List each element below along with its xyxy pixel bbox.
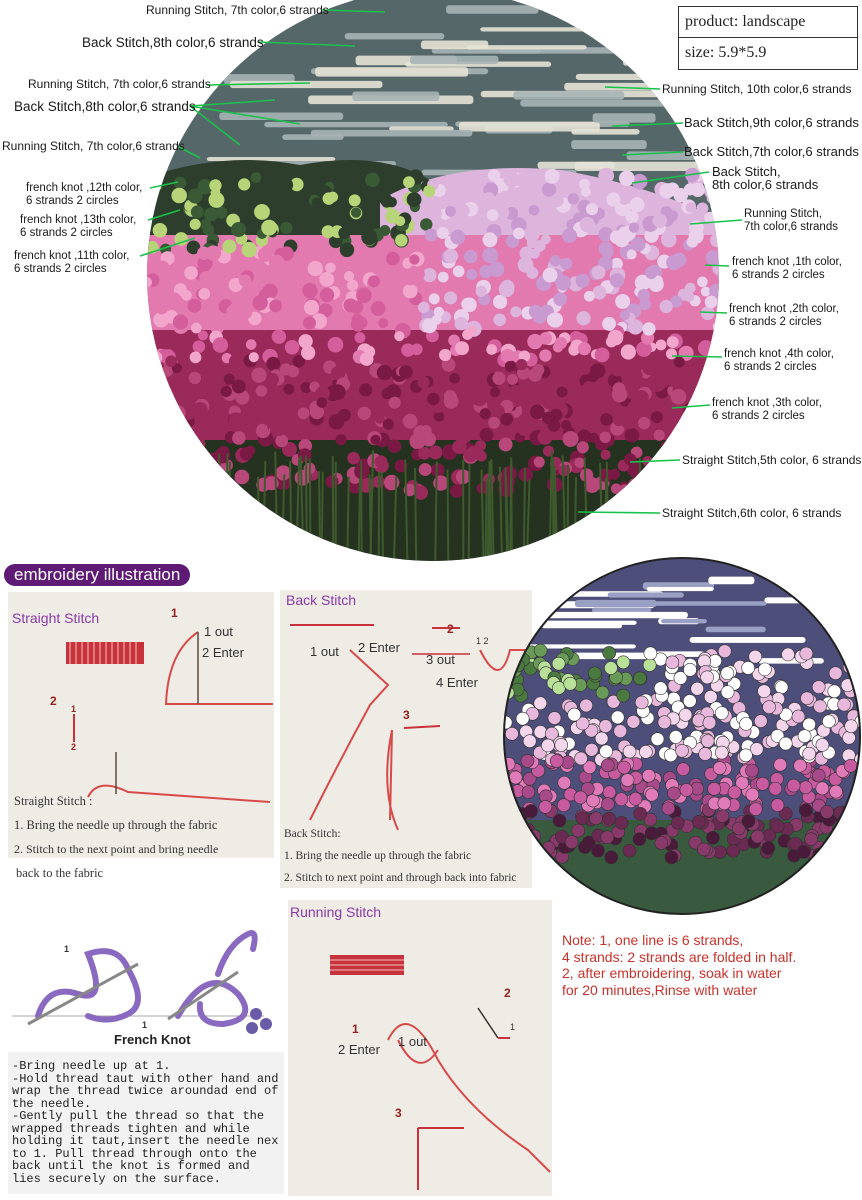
label-2-enter: 2 Enter — [338, 1042, 380, 1057]
label-3-out: 3 out — [426, 652, 455, 667]
mark-1b: 1 — [142, 1020, 148, 1030]
instruction-step-2b: back to the fabric — [16, 866, 104, 880]
note-line-2: 4 strands: 2 strands are folded in half. — [562, 948, 797, 965]
callout-running-stitch-2: Running Stitch, 7th color,6 strands — [28, 77, 211, 91]
callout-back-stitch-9: Back Stitch,9th color,6 strands — [684, 115, 859, 130]
callout-back-stitch-8: Back Stitch, 8th color,6 strands — [712, 164, 819, 192]
callout-french-knot-13: french knot ,13th color, 6 strands 2 circles — [20, 214, 137, 239]
step-number-2: 2 — [447, 622, 454, 636]
label-1-out: 1 out — [398, 1034, 427, 1049]
french-knot-panel — [8, 924, 284, 1194]
step-number-3: 3 — [403, 708, 410, 722]
product-label: product: landscape — [679, 7, 857, 38]
label-4-enter: 4 Enter — [436, 675, 478, 690]
size-label: size: 5.9*5.9 — [685, 44, 767, 61]
callout-back-stitch-2: Back Stitch,8th color,6 strands — [14, 99, 196, 114]
mark-1: 1 — [510, 1022, 516, 1032]
callout-french-knot-4: french knot ,4th color, 6 strands 2 circles — [724, 348, 834, 373]
care-note — [562, 932, 852, 998]
panel-title: Running Stitch — [290, 904, 382, 920]
instruction-step-1: 1. Bring the needle up through the fabric — [14, 818, 218, 832]
mark-1: 1 — [71, 704, 77, 714]
step-number-1: 1 — [171, 606, 178, 620]
instructions-heading: Straight Stitch : — [14, 794, 93, 808]
note-line-4: for 20 minutes,Rinse with water — [562, 981, 758, 998]
callout-french-knot-11: french knot ,11th color, 6 strands 2 circles — [14, 250, 130, 275]
marks-1-2: 1 2 — [476, 636, 489, 646]
step-number-1: 1 — [352, 1022, 359, 1036]
callout-french-knot-2: french knot ,2th color, 6 strands 2 circles — [729, 303, 839, 328]
panel-title: Back Stitch — [286, 592, 357, 608]
step-number-2: 2 — [504, 986, 511, 1000]
callout-straight-stitch-5: Straight Stitch,5th color, 6 strands — [682, 453, 862, 467]
callout-running-stitch-1: Running Stitch, 7th color,6 strands — [146, 3, 329, 17]
instruction-step-2: 2. Stitch to next point and through back into fabric — [284, 872, 517, 884]
step-number-3: 3 — [395, 1106, 402, 1120]
french-knot-instructions: -Bring needle up at 1. -Hold thread taut with other hand and wrap the thread twice aroundad end of the needle. -Gently pull the thread so that the wrapped threads tighten and while holding it taut,insert the needle nex to 1. Pull thread through onto the back until the knot is formed and lies securely on the surface. — [12, 1059, 279, 1186]
callout-french-knot-1: french knot ,1th color, 6 strands 2 circles — [732, 256, 842, 281]
callout-running-stitch-7: Running Stitch, 7th color,6 strands — [744, 208, 838, 233]
label-2-enter: 2 Enter — [358, 640, 400, 655]
instructions-heading: Back Stitch: — [284, 828, 341, 840]
mark-1a: 1 — [64, 944, 70, 954]
panel-title: Straight Stitch — [12, 610, 100, 626]
step-number-2: 2 — [50, 694, 57, 708]
label-1-out: 1 out — [310, 644, 339, 659]
label-1-out: 1 out — [204, 624, 233, 639]
panel-title: French Knot — [114, 1032, 191, 1047]
instruction-step-2: 2. Stitch to the next point and bring needle — [14, 842, 219, 856]
callout-running-stitch-10: Running Stitch, 10th color,6 strands — [662, 82, 852, 96]
instruction-step-1: 1. Bring the needle up through the fabric — [284, 850, 472, 862]
note-line-1: Note: 1, one line is 6 strands, — [562, 932, 744, 948]
callout-running-stitch-3: Running Stitch, 7th color,6 strands — [2, 139, 185, 153]
label-2-enter: 2 Enter — [202, 645, 244, 660]
note-line-3: 2, after embroidering, soak in water — [562, 965, 782, 981]
callout-french-knot-3: french knot ,3th color, 6 strands 2 circles — [712, 397, 822, 422]
callout-french-knot-12: french knot ,12th color, 6 strands 2 circles — [26, 182, 143, 207]
callout-back-stitch-1: Back Stitch,8th color,6 strands — [82, 35, 264, 50]
callout-straight-stitch-6: Straight Stitch,6th color, 6 strands — [662, 506, 842, 520]
section-title-badge: embroidery illustration — [4, 564, 190, 586]
mark-2: 2 — [71, 742, 77, 752]
running-stitch-panel — [288, 900, 552, 1196]
callout-back-stitch-7: Back Stitch,7th color,6 strands — [684, 144, 859, 159]
